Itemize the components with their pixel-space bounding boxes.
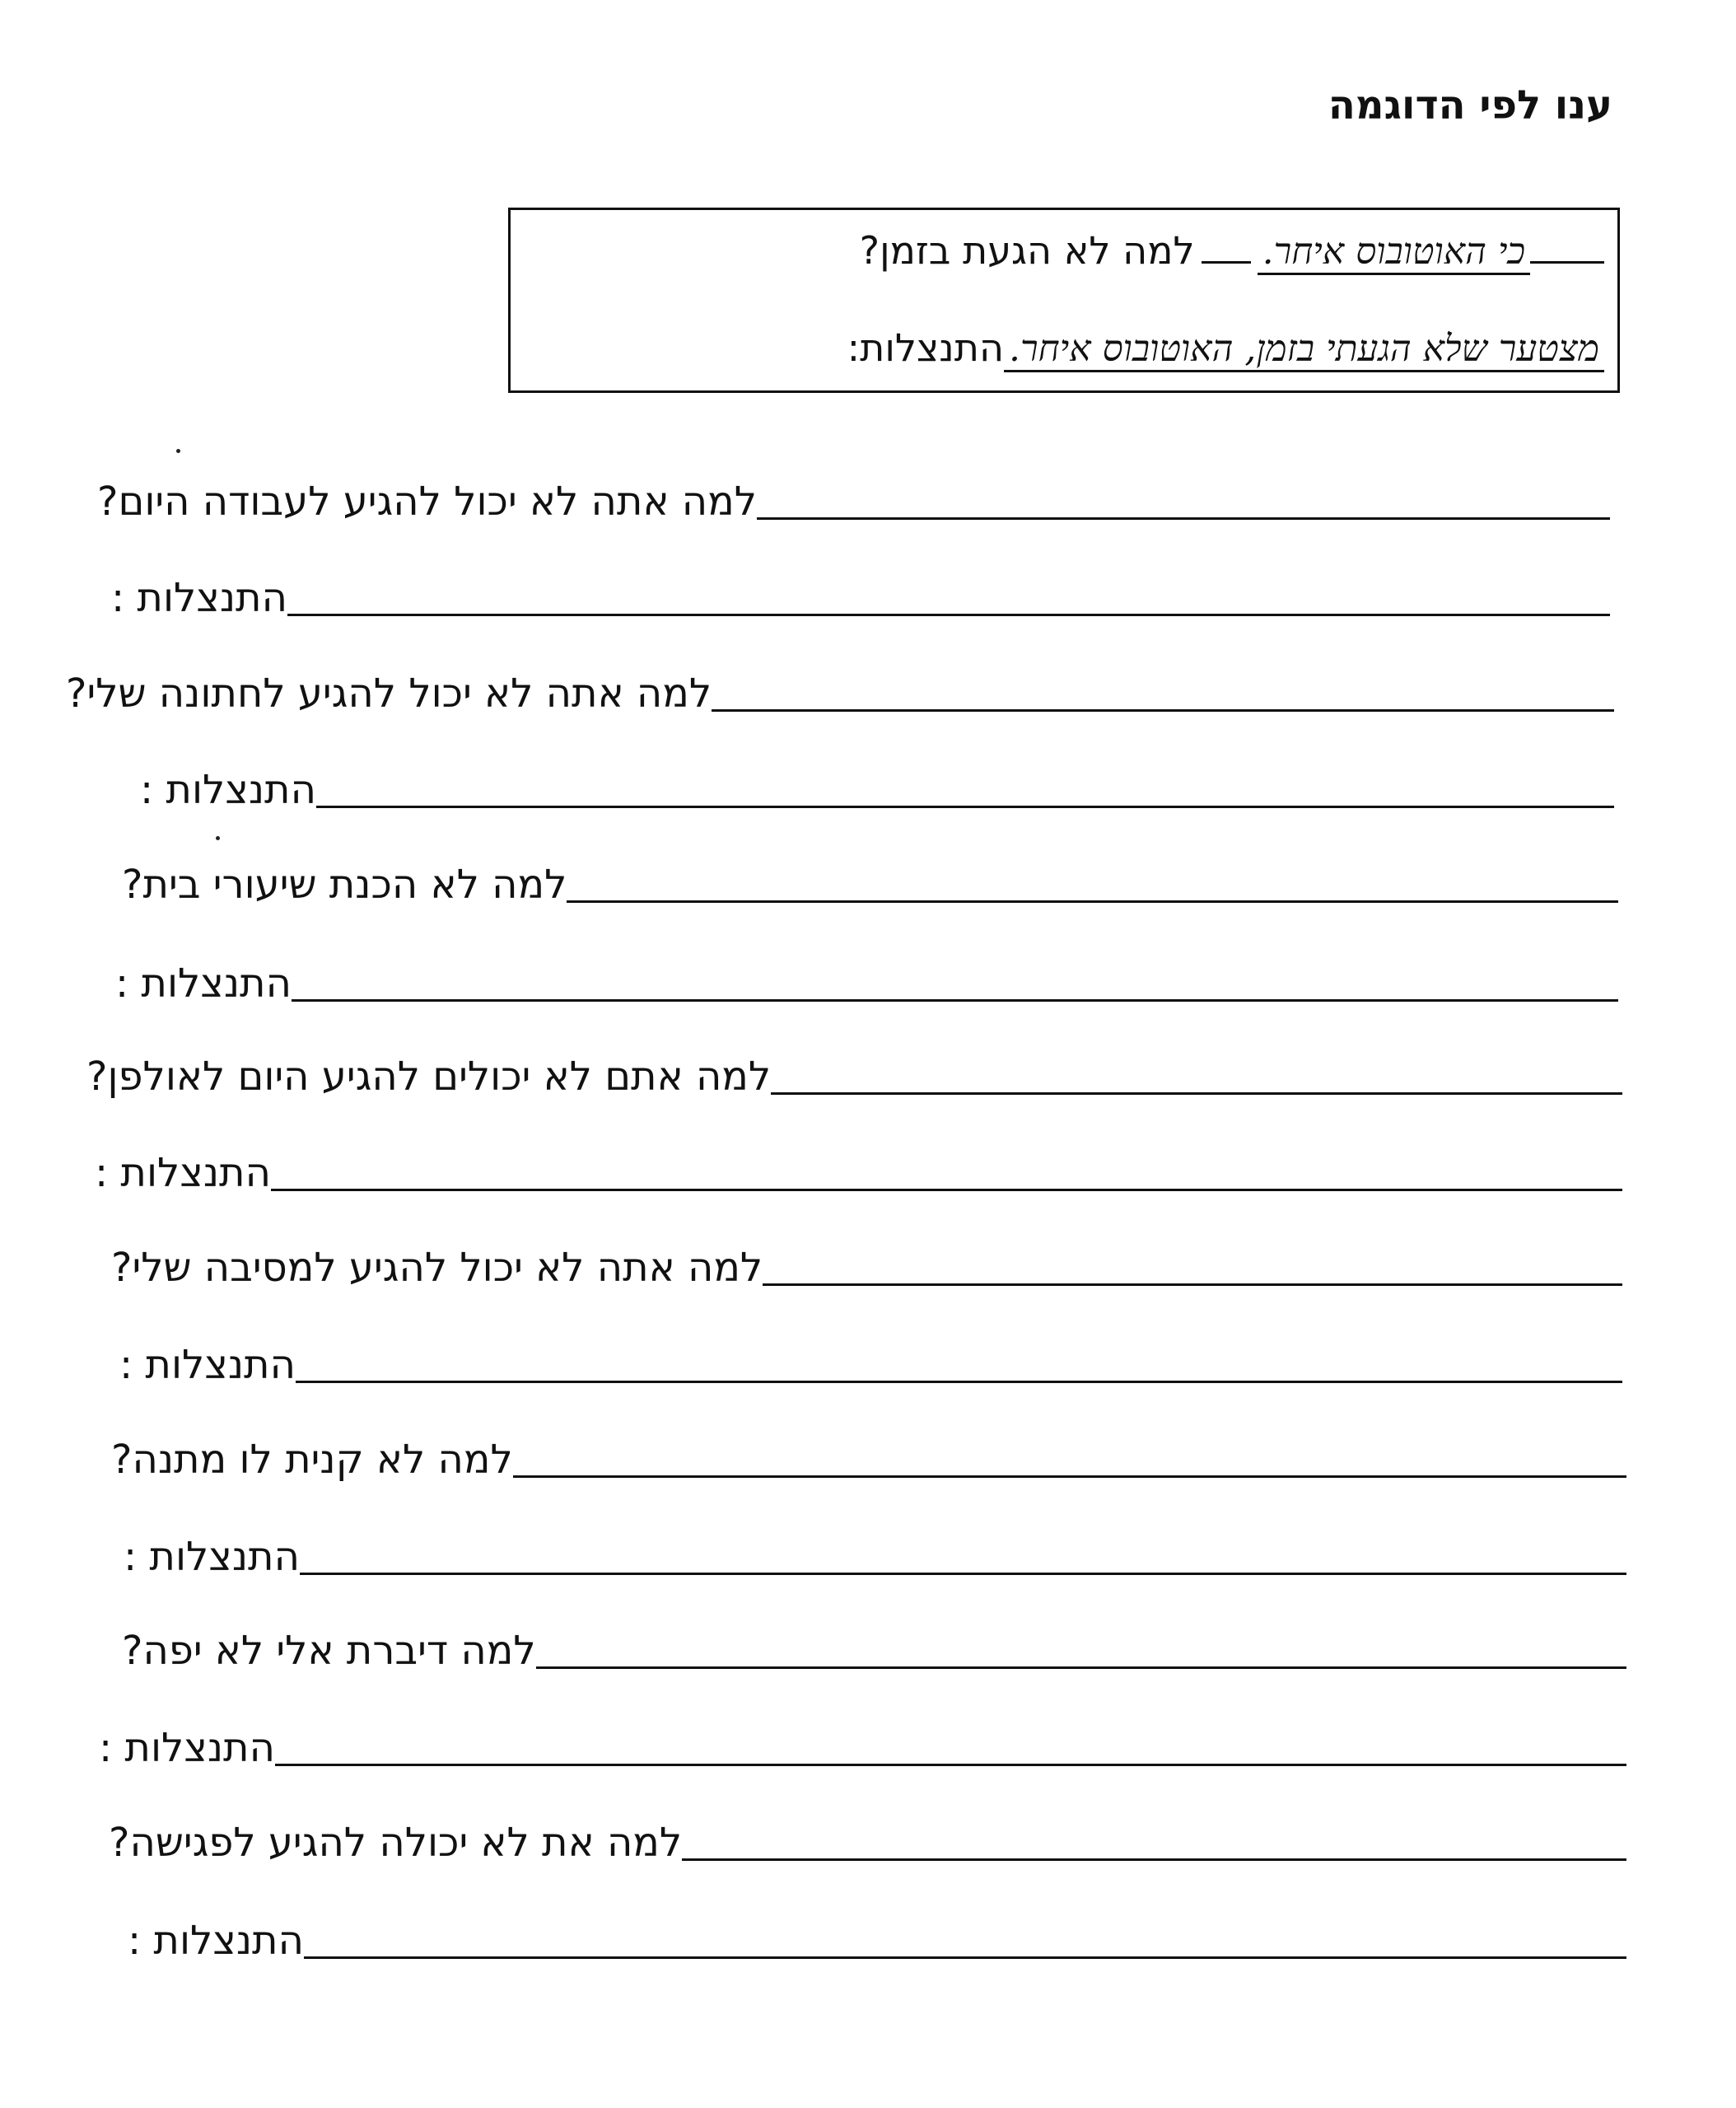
excuse-line[interactable] — [296, 1381, 1622, 1383]
excuse-row — [115, 961, 1625, 1007]
excuse-line[interactable] — [304, 1956, 1626, 1959]
question-text: למה דיברת אלי לא יפה? — [122, 1628, 536, 1674]
example-question-row — [860, 228, 1609, 275]
excuse-label: התנצלות : — [95, 1150, 271, 1196]
example-excuse-label: התנצלות: — [847, 325, 1005, 370]
answer-line[interactable] — [513, 1475, 1626, 1478]
speck — [216, 836, 220, 840]
question-row — [111, 1437, 1633, 1483]
question-row — [66, 671, 1621, 717]
answer-line[interactable] — [771, 1092, 1622, 1095]
excuse-line[interactable] — [300, 1573, 1626, 1575]
excuse-line[interactable] — [292, 999, 1618, 1002]
excuse-row — [111, 575, 1617, 621]
excuse-line[interactable] — [316, 806, 1614, 808]
question-text: למה את לא יכולה להגיע לפגישה? — [109, 1820, 683, 1866]
example-excuse-row — [847, 325, 1609, 372]
question-text: למה אתה לא יכול להגיע לחתונה שלי? — [66, 671, 712, 717]
question-row — [122, 862, 1625, 908]
worksheet-title: ענו לפי הדוגמה — [1328, 82, 1612, 129]
excuse-label: התנצלות : — [115, 961, 292, 1007]
answer-line[interactable] — [536, 1666, 1626, 1669]
question-row — [122, 1628, 1633, 1674]
question-text: למה אתם לא יכולים להגיע היום לאולפן? — [86, 1054, 772, 1100]
question-row — [111, 1245, 1629, 1291]
excuse-line[interactable] — [287, 614, 1610, 616]
example-box — [508, 208, 1620, 393]
excuse-label: התנצלות : — [140, 767, 316, 813]
answer-line[interactable] — [567, 900, 1618, 903]
answer-line[interactable] — [757, 517, 1610, 520]
excuse-row — [128, 1918, 1633, 1964]
excuse-label: התנצלות : — [99, 1725, 275, 1771]
excuse-label: התנצלות : — [111, 575, 287, 621]
example-blank — [1202, 258, 1251, 264]
question-text: למה אתה לא יכול להגיע למסיבה שלי? — [111, 1245, 763, 1291]
example-handwritten-answer: כי האוטובוס איחר. — [1258, 231, 1530, 275]
answer-line[interactable] — [763, 1283, 1622, 1286]
excuse-line[interactable] — [275, 1764, 1626, 1766]
example-handwritten-excuse: מצטער שלא הגעתי בזמן, האוטובוס איחר. — [1004, 328, 1604, 372]
excuse-line[interactable] — [271, 1189, 1622, 1191]
speck — [176, 449, 180, 453]
excuse-row — [99, 1725, 1633, 1771]
example-question: למה לא הגעת בזמן? — [859, 228, 1195, 273]
question-text: למה אתה לא יכול להגיע לעבודה היום? — [97, 479, 758, 525]
excuse-row — [124, 1534, 1633, 1580]
excuse-row — [140, 767, 1621, 813]
example-blank — [1530, 258, 1604, 264]
answer-line[interactable] — [682, 1858, 1626, 1861]
question-text: למה לא הכנת שיעורי בית? — [122, 862, 567, 908]
question-row — [97, 479, 1617, 525]
answer-line[interactable] — [712, 709, 1614, 712]
excuse-label: התנצלות : — [119, 1342, 296, 1388]
excuse-label: התנצלות : — [128, 1918, 304, 1964]
excuse-label: התנצלות : — [124, 1534, 300, 1580]
question-row — [109, 1820, 1633, 1866]
excuse-row — [119, 1342, 1629, 1388]
question-row — [86, 1054, 1629, 1100]
question-text: למה לא קנית לו מתנה? — [111, 1437, 513, 1483]
excuse-row — [95, 1150, 1629, 1196]
